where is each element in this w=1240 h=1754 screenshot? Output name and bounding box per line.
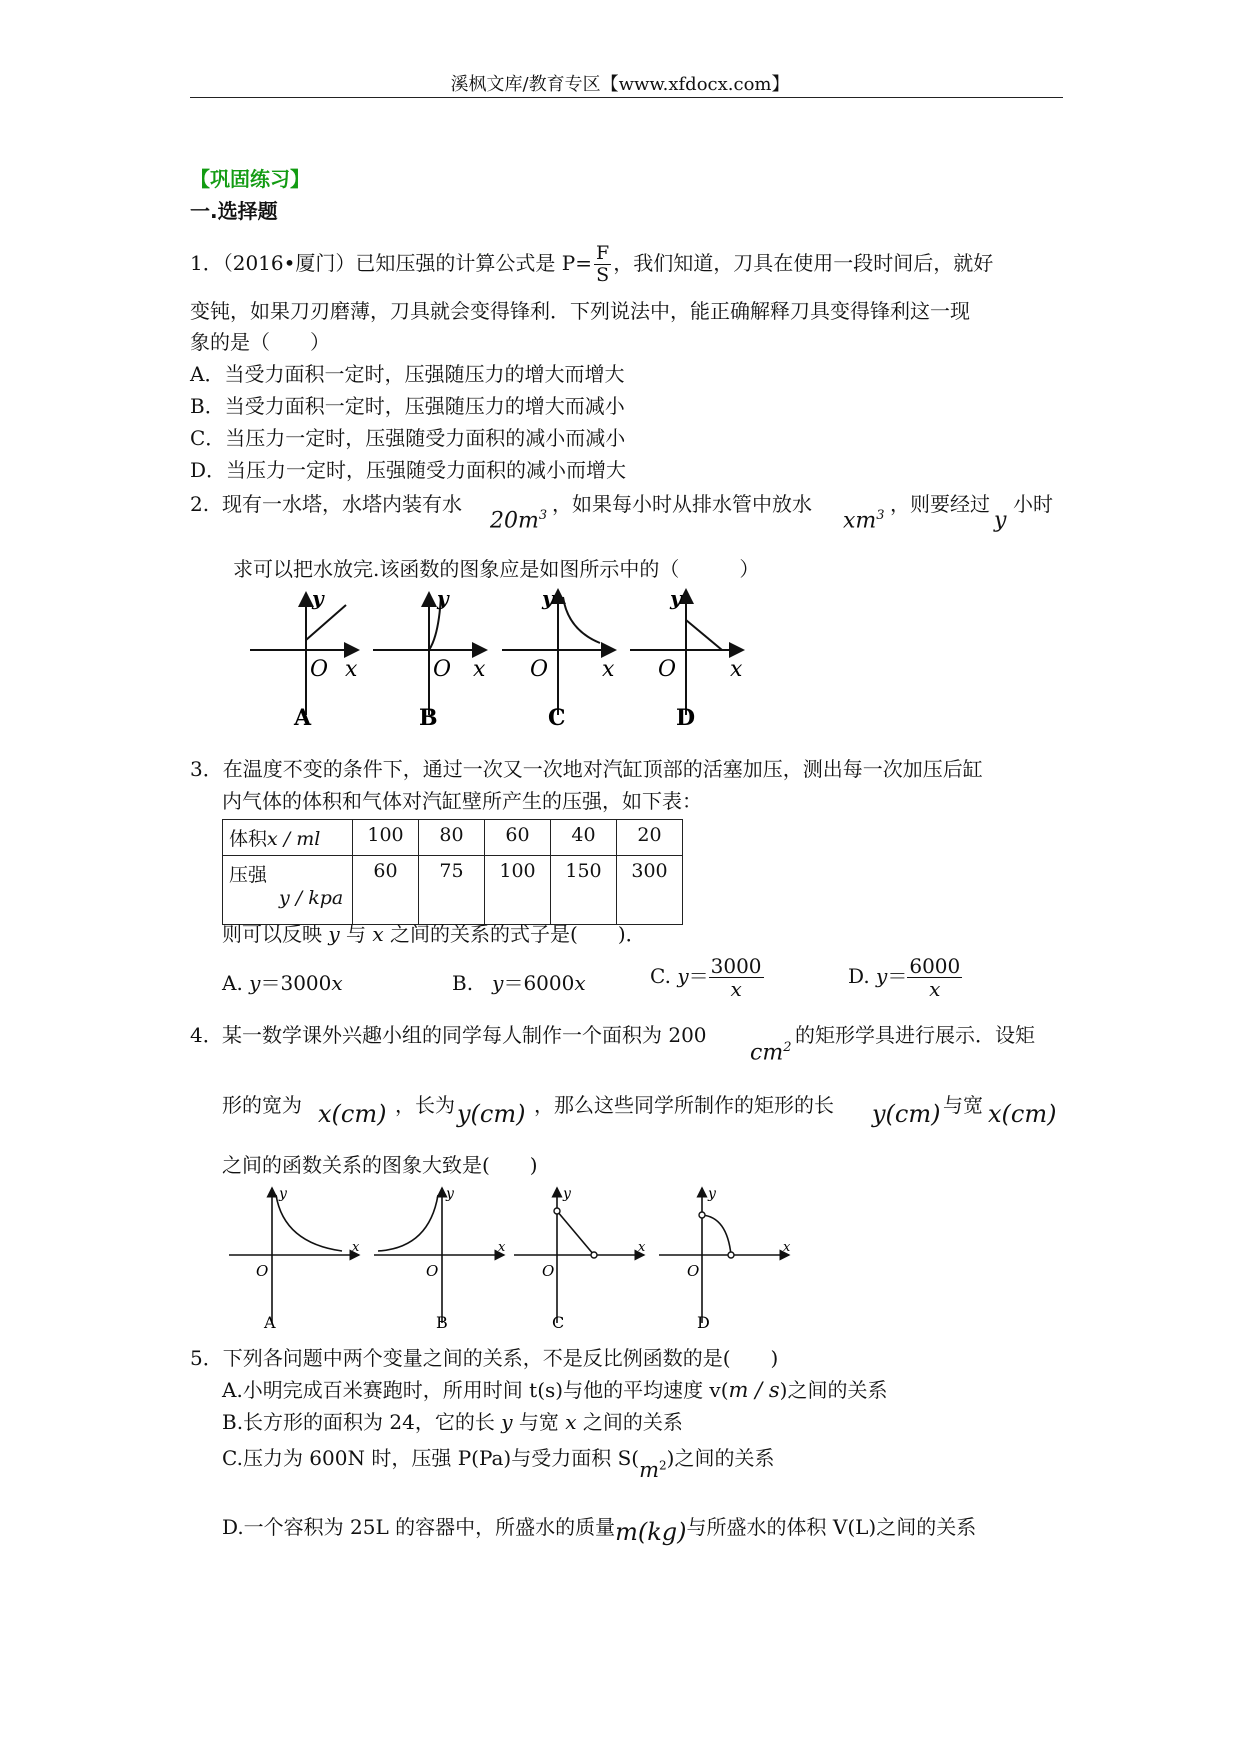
q3-opt-tail: x <box>331 971 343 995</box>
q5-option-a <box>222 1378 887 1403</box>
q3-opt-tail: x <box>574 971 586 995</box>
q4-text-b: 的矩形学具进行展示．设矩 <box>795 1023 1035 1047</box>
subsection-title: 一.选择题 <box>190 199 278 223</box>
q2-graph-b <box>373 586 486 730</box>
q3-line1-text: 在温度不变的条件下，通过一次又一次地对汽缸顶部的活塞加压，测出每一次加压后缸 <box>222 757 983 781</box>
header-rule <box>190 97 1063 98</box>
q3-line2: 内气体的体积和气体对汽缸壁所产生的压强，如下表： <box>222 789 702 813</box>
q1-fraction <box>594 243 611 286</box>
q4-line2-math4: x(cm) <box>988 1100 1057 1128</box>
q4-b-o: O <box>426 1262 439 1280</box>
q2-c-y: y <box>542 586 554 610</box>
q3-cell: 80 <box>419 820 485 856</box>
q3-opt-eq: ＝6000 <box>503 971 575 995</box>
q4-b-label: B <box>436 1313 448 1332</box>
q3-q-text: 则可以反映 <box>222 922 329 946</box>
q5-opt-c-sup: 2 <box>659 1458 667 1473</box>
q2-text-c: ，则要经过 <box>890 492 990 516</box>
q5-opt-c-m: m <box>639 1458 660 1482</box>
q3-line1 <box>190 757 983 781</box>
q4-c-x: x <box>638 1240 646 1255</box>
q5-opt-b-y: y <box>501 1410 513 1434</box>
q4-b-x: x <box>498 1240 506 1255</box>
page-header: 溪枫文库/教育专区【www.xfdocx.com】 <box>450 74 790 95</box>
q3-opt-var: y <box>677 964 689 988</box>
q2-d-o: O <box>658 657 677 682</box>
q2-d-x: x <box>730 657 743 682</box>
q5-number: 5． <box>190 1346 223 1370</box>
q2-d-label: D <box>676 705 696 730</box>
q4-curve-b <box>378 1195 438 1251</box>
q2-c-o: O <box>530 657 549 682</box>
q4-line3: 之间的函数关系的图象大致是( ) <box>222 1153 538 1177</box>
q3-cell: 60 <box>353 856 419 925</box>
q3-cell: 40 <box>551 820 617 856</box>
q2-math-a <box>490 508 547 535</box>
q2-a-y: y <box>312 586 324 610</box>
q4-curve-a <box>276 1195 342 1251</box>
q4-math-a-base: cm <box>750 1040 784 1066</box>
q5-option-c <box>222 1446 775 1482</box>
q5-opt-a-text: A.小明完成百米赛跑时，所用时间 t(s)与他的平均速度 v( <box>222 1378 729 1402</box>
q3-table-row-pressure <box>223 856 683 925</box>
q2-b-label: B <box>419 705 438 730</box>
q5-stem: 下列各问题中两个变量之间的关系，不是反比例函数的是( ) <box>222 1346 779 1370</box>
q3-table-row-volume <box>223 820 683 856</box>
q1-option-d: D．当压力一定时，压强随受力面积的减小而增大 <box>190 458 627 482</box>
q2-a-x: x <box>345 657 358 682</box>
q5-opt-d-text: D.一个容积为 25L 的容器中，所盛水的质量 <box>222 1515 616 1539</box>
q4-line2-math2: y(cm) <box>457 1100 526 1128</box>
q3-opt-c-den: x <box>730 977 742 1001</box>
q3-opt-var: y <box>492 971 504 995</box>
q4-c-label: C <box>552 1313 565 1332</box>
q2-line2: 求可以把水放完.该函数的图象应是如图所示中的（ ） <box>233 557 760 581</box>
q2-curve-a <box>306 605 346 640</box>
q4-math-a <box>750 1040 791 1067</box>
q2-d-y: y <box>670 586 682 610</box>
q1-frac-num: F <box>596 242 610 264</box>
q3-row2-unit: y / kpa <box>279 887 344 909</box>
q2-math-b-base: xm <box>843 508 877 534</box>
q3-option-d <box>848 955 962 1000</box>
q3-opt-eq: ＝ <box>688 964 709 988</box>
q2-graphs <box>240 585 760 730</box>
q2-curve-c <box>563 597 600 643</box>
q3-number: 3． <box>190 757 223 781</box>
q2-a-o: O <box>310 657 329 682</box>
q3-row1-label: 体积 <box>229 828 268 850</box>
q4-d-label: D <box>697 1313 710 1332</box>
q3-opt-eq: ＝3000 <box>260 971 332 995</box>
section-title: 【巩固练习】 <box>190 167 310 191</box>
q1-text-b: ，我们知道，刀具在使用一段时间后，就好 <box>613 250 994 275</box>
q4-b-y: y <box>446 1186 454 1202</box>
q5-option-b <box>222 1410 683 1434</box>
q1-line1 <box>190 243 993 286</box>
q3-question <box>222 922 646 946</box>
q4-a-x: x <box>352 1240 360 1255</box>
q3-cell: 100 <box>353 820 419 856</box>
q2-math-b-sup: 3 <box>876 508 885 523</box>
q5-opt-b-text3: 之间的关系 <box>576 1410 683 1434</box>
q2-text-d: 小时 <box>1013 492 1053 516</box>
q3-q-y: y <box>328 922 340 946</box>
q5-opt-a-math: m / s <box>728 1378 780 1402</box>
q2-math-b <box>843 508 885 535</box>
q3-row2-header <box>223 856 353 925</box>
q4-graph-c <box>514 1186 646 1332</box>
q5-opt-c-text: C.压力为 600N 时，压强 P(Pa)与受力面积 S( <box>222 1446 640 1470</box>
q2-b-o: O <box>433 657 452 682</box>
q5-opt-d-text2: 与所盛水的体积 V(L)之间的关系 <box>686 1515 977 1539</box>
q5-opt-c-math <box>639 1458 667 1483</box>
q3-opt-label: B. <box>452 971 474 995</box>
q4-line2-math3: y(cm) <box>872 1100 941 1128</box>
q1-text-a: （2016•厦门）已知压强的计算公式是 P= <box>222 250 593 275</box>
q3-opt-var: y <box>249 971 261 995</box>
q4-curve-c <box>557 1211 594 1255</box>
q5-opt-d-math: m(kg) <box>615 1518 687 1546</box>
q3-q-text: 之间的关系的式子是( )． <box>383 922 646 946</box>
q3-opt-d-den: x <box>929 977 941 1001</box>
q2-math-a-sup: 3 <box>538 508 548 523</box>
q2-graph-d <box>630 586 743 730</box>
q3-row1-header <box>223 820 353 856</box>
q4-line2-d: 与宽 <box>943 1093 983 1117</box>
q1-option-a: A．当受力面积一定时，压强随压力的增大而增大 <box>190 362 625 386</box>
q4-a-label: A <box>264 1313 276 1332</box>
q3-row1-unit: x / ml <box>267 828 321 850</box>
q2-c-label: C <box>548 705 566 730</box>
q3-row2-label: 压强 <box>229 864 268 886</box>
q3-option-b <box>452 971 586 995</box>
q4-line2-b: ，长为 <box>395 1093 455 1117</box>
q3-opt-var: y <box>876 964 888 988</box>
q3-cell: 150 <box>551 856 617 925</box>
q4-curve-d <box>702 1215 731 1255</box>
q5-opt-c-text2: )之间的关系 <box>666 1446 775 1470</box>
q3-cell: 60 <box>485 820 551 856</box>
q2-a-label: A <box>294 705 312 730</box>
q4-line2-a: 形的宽为 <box>222 1093 302 1117</box>
q2-number: 2. <box>190 492 210 516</box>
q3-q-text: 与 <box>339 922 373 946</box>
q4-c-o: O <box>542 1262 555 1280</box>
q3-opt-label: A. <box>222 971 243 995</box>
q4-d-o: O <box>687 1262 700 1280</box>
q4-graph-d <box>659 1186 791 1332</box>
q2-math-c: y <box>994 508 1007 533</box>
q2-text-b: ，如果每小时从排水管中放水 <box>552 492 812 516</box>
q1-line2: 变钝，如果刀刃磨薄，刀具就会变得锋利．下列说法中，能正确解释刀具变得锋利这一现 <box>190 299 970 323</box>
q3-opt-d-num: 6000 <box>909 954 961 978</box>
q4-math-a-sup: 2 <box>783 1040 792 1055</box>
q2-text-a: 现有一水塔，水塔内装有水 <box>222 492 462 516</box>
q5-opt-b-x: x <box>565 1410 577 1434</box>
q3-opt-label: C. <box>650 964 671 988</box>
q4-a-y: y <box>279 1186 287 1202</box>
q4-d-x: x <box>783 1240 791 1255</box>
q2-graph-a <box>250 586 358 730</box>
q2-math-a-base: 20m <box>490 508 539 534</box>
q3-option-a <box>222 971 343 995</box>
q5-opt-a-text2: )之间的关系 <box>779 1378 888 1402</box>
q4-graphs <box>224 1183 804 1333</box>
q4-graph-b <box>374 1186 506 1332</box>
q2-curve-d <box>686 620 722 650</box>
q3-cell: 20 <box>617 820 683 856</box>
q3-cell: 75 <box>419 856 485 925</box>
q2-c-x: x <box>602 657 615 682</box>
q1-frac-den: S <box>596 263 610 286</box>
q4-a-o: O <box>256 1262 269 1280</box>
q3-cell: 300 <box>617 856 683 925</box>
q3-opt-d-frac <box>907 955 962 1000</box>
q4-line2-math1: x(cm) <box>318 1100 387 1128</box>
q4-graph-a <box>229 1186 360 1332</box>
q2-graph-c <box>502 586 615 730</box>
q5-opt-b-text2: 与宽 <box>512 1410 566 1434</box>
q5-opt-b-text: B.长方形的面积为 24，它的长 <box>222 1410 502 1434</box>
q3-opt-c-num: 3000 <box>710 954 762 978</box>
q4-c-y: y <box>563 1186 571 1202</box>
q1-line3: 象的是（ ） <box>190 330 330 354</box>
q1-option-b: B．当受力面积一定时，压强随压力的增大而减小 <box>190 394 625 418</box>
q1-number: 1． <box>190 250 223 275</box>
q4-line2-c: ，那么这些同学所制作的矩形的长 <box>534 1093 834 1117</box>
q3-option-c <box>650 955 764 1000</box>
q3-table <box>222 819 683 925</box>
q4-number: 4． <box>190 1023 223 1047</box>
q2-b-x: x <box>473 657 486 682</box>
q4-d-y: y <box>708 1186 716 1202</box>
q3-opt-c-frac <box>709 955 764 1000</box>
q5-stem-line <box>190 1346 778 1370</box>
q4-text-a: 某一数学课外兴趣小组的同学每人制作一个面积为 200 <box>222 1023 707 1047</box>
q3-opt-eq: ＝ <box>887 964 908 988</box>
q3-cell: 100 <box>485 856 551 925</box>
q1-option-c: C．当压力一定时，压强随受力面积的减小而减小 <box>190 426 626 450</box>
q5-option-d <box>222 1512 977 1546</box>
q3-opt-label: D. <box>848 964 870 988</box>
q2-b-y: y <box>437 586 449 610</box>
q3-q-x: x <box>372 922 384 946</box>
